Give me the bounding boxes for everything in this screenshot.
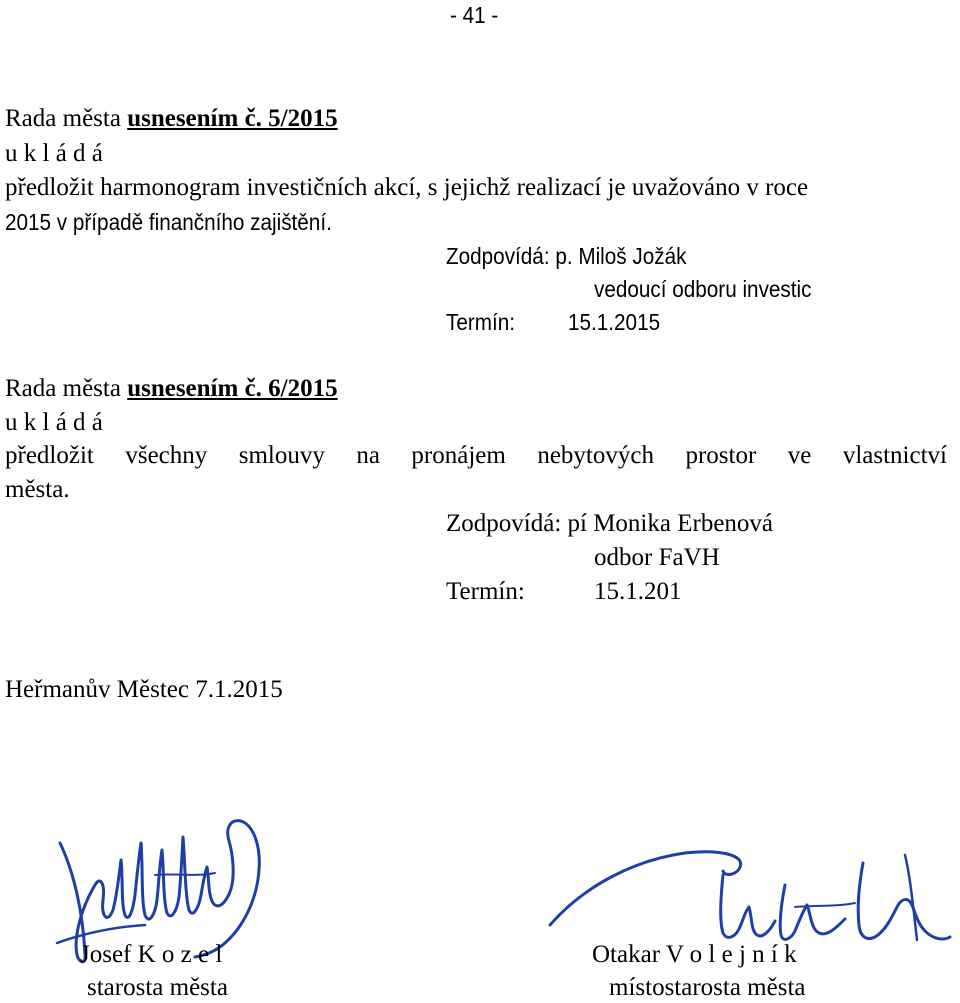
resolution-2-text-line2: města. xyxy=(5,476,70,503)
resolution-2-intro: Rada města xyxy=(5,375,128,402)
signatory-right-name: Otakar V o l e j n í k xyxy=(592,941,797,968)
resolution-2-deadline-label: Termín: xyxy=(446,578,525,605)
resolution-1-responsible-role: vedoucí odboru investic xyxy=(594,276,812,302)
resolution-2-responsible-role: odbor FaVH xyxy=(594,544,720,571)
resolution-2-verb: u k l á d á xyxy=(5,409,103,436)
resolution-2-heading xyxy=(5,374,338,404)
resolution-2-responsible: Zodpovídá: pí Monika Erbenová xyxy=(446,510,774,537)
signatory-right-role: místostarosta města xyxy=(609,974,806,1001)
resolution-2-text-line1: předložit všechny smlouvy na pronájem nebytových prostor ve vlastnictví xyxy=(5,442,947,469)
page-number: - 41 - xyxy=(450,2,499,28)
signatory-left-role: starosta města xyxy=(87,974,228,1001)
resolution-1-responsible: Zodpovídá: p. Miloš Jožák xyxy=(446,243,687,269)
resolution-1-text-line1: předložit harmonogram investičních akcí, s jejichž realizací je uvažováno v roce xyxy=(5,174,809,201)
resolution-2-number: usnesením č. 6/2015 xyxy=(127,375,338,402)
resolution-1-deadline-label: Termín: xyxy=(446,309,516,335)
resolution-1-heading xyxy=(5,104,338,134)
signatory-left-name: Josef K o z e l xyxy=(80,941,223,968)
resolution-1-number: usnesením č. 5/2015 xyxy=(127,105,338,132)
resolution-1-intro: Rada města xyxy=(5,105,128,132)
resolution-2-deadline-value: 15.1.201 xyxy=(594,578,682,605)
place-date: Heřmanův Městec 7.1.2015 xyxy=(5,676,283,703)
resolution-1-verb: u k l á d á xyxy=(5,140,103,167)
resolution-1-text-line2: 2015 v případě finančního zajištění. xyxy=(5,209,332,235)
resolution-1-deadline-value: 15.1.2015 xyxy=(568,309,661,335)
